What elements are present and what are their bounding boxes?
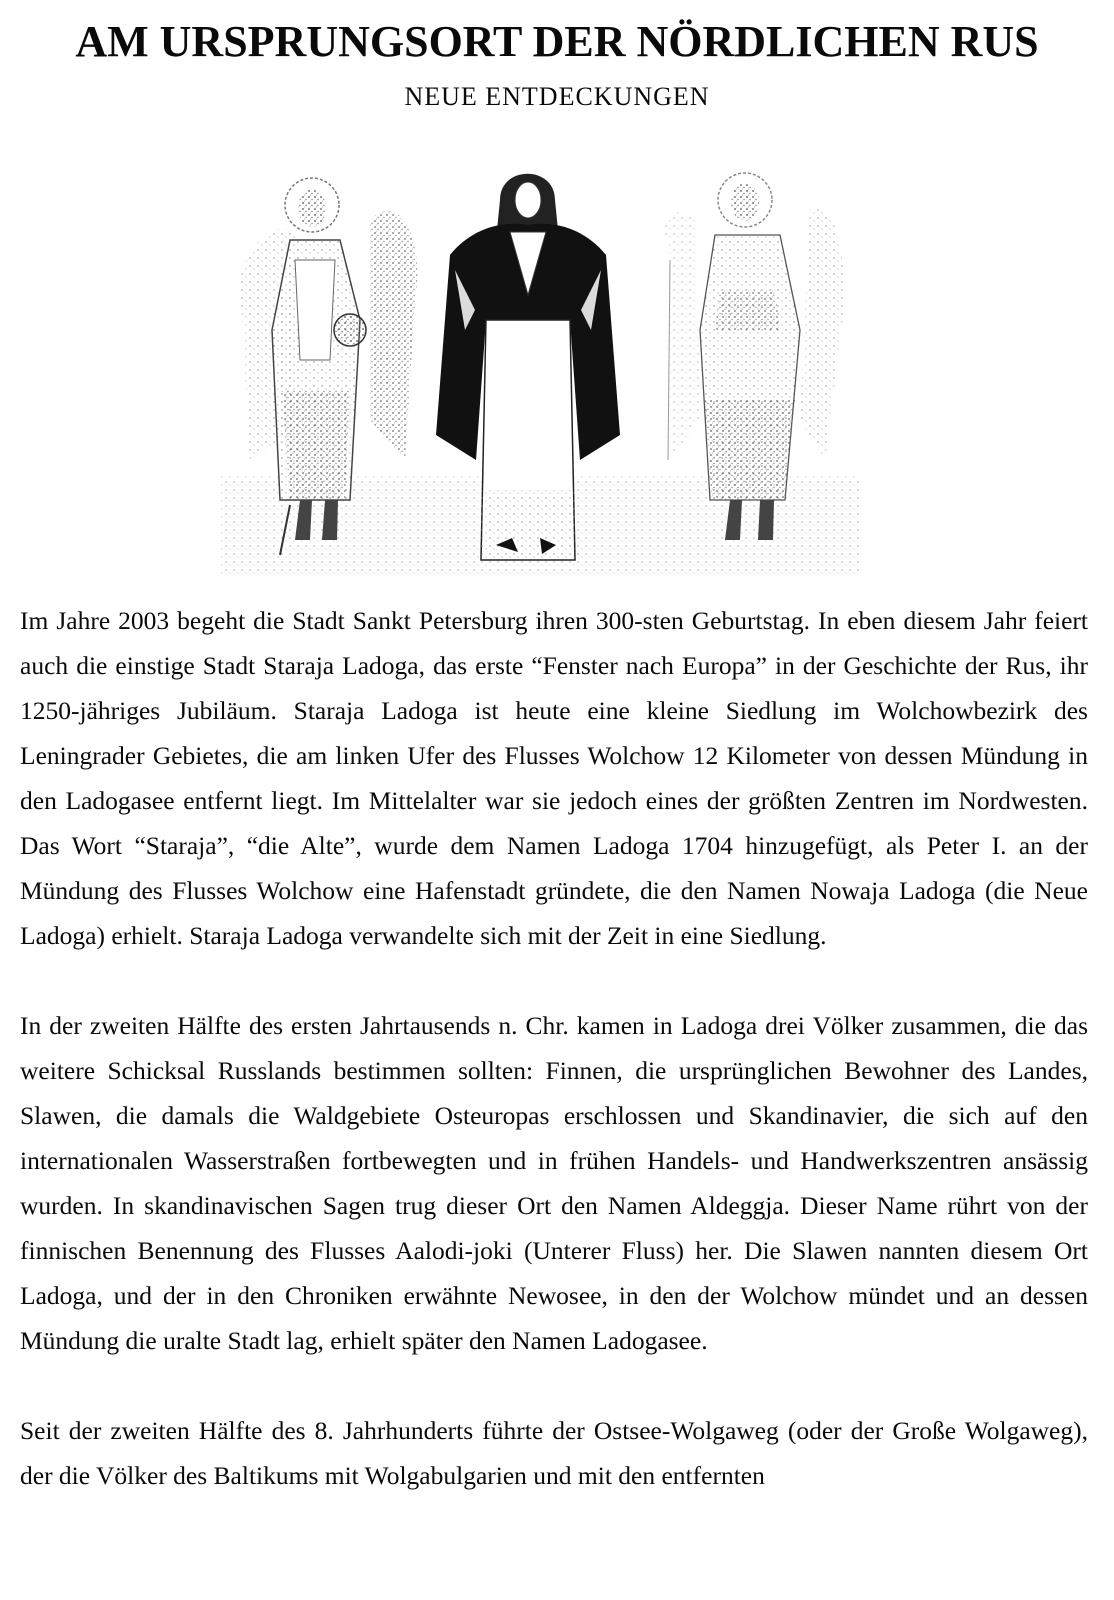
page-title: AM URSPRUNGSORT DER NÖRDLICHEN RUS [75, 17, 1039, 66]
paragraph-1: Im Jahre 2003 begeht die Stadt Sankt Petersburg ihren 300-sten Geburtstag. In eben diesem Jahr feiert auch die einstige Stadt Staraja Ladoga, das erste “Fenster nach Europa” in der Geschichte der Rus, ihr 1250-jähriges Jubiläum. Staraja Ladoga ist heute eine kleine Siedlung im Wolchowbezirk des Leningrader Gebietes, die am linken Ufer des Flusses Wolchow 12 Kilometer von dessen Mündung in den Ladogasee entfernt liegt. Im Mittelalter war sie jedoch eines der größten Zentren im Nordwesten. Das Wort “Staraja”, “die Alte”, wurde dem Namen Ladoga 1704 hinzugefügt, als Peter I. an der Mündung des Flusses Wolchow eine Hafenstadt gründete, die den Namen Nowaja Ladoga (die Neue Ladoga) erhielt. Staraja Ladoga verwandelte sich mit der Zeit in eine Siedlung. [20, 606, 1088, 950]
article-body [20, 598, 1088, 1498]
paragraph-2: In der zweiten Hälfte des ersten Jahrtausends n. Chr. kamen in Ladoga drei Völker zusammen, die das weitere Schicksal Russlands bestimmen sollten: Finnen, die ursprünglichen Bewohner des Landes, Slawen, die damals die Waldgebiete Osteuropas erschlossen und Skandinavier, die sich auf den internationalen Wasserstraßen fortbewegten und in frühen Handels- und Handwerkszentren ansässig wurden. In skandinavischen Sagen trug dieser Ort den Namen Aldeggja. Dieser Name rührt von der finnischen Benennung des Flusses Aalodi-joki (Unterer Fluss) her. Die Slawen nannten diesem Ort Ladoga, und der in den Chroniken erwähnte Newosee, in den der Wolchow mündet und an dessen Mündung die uralte Stadt lag, erhielt später den Namen Ladogasee. [20, 1011, 1088, 1355]
fresco-icon [200, 160, 900, 590]
page-subtitle: NEUE ENTDECKUNGEN [404, 82, 710, 111]
paragraph-3: Seit der zweiten Hälfte des 8. Jahrhunderts führte der Ostsee-Wolgaweg (oder der Große Wolgaweg), der die Völker des Baltikums mit Wolgabulgarien und mit den entfernten [20, 1416, 1088, 1490]
